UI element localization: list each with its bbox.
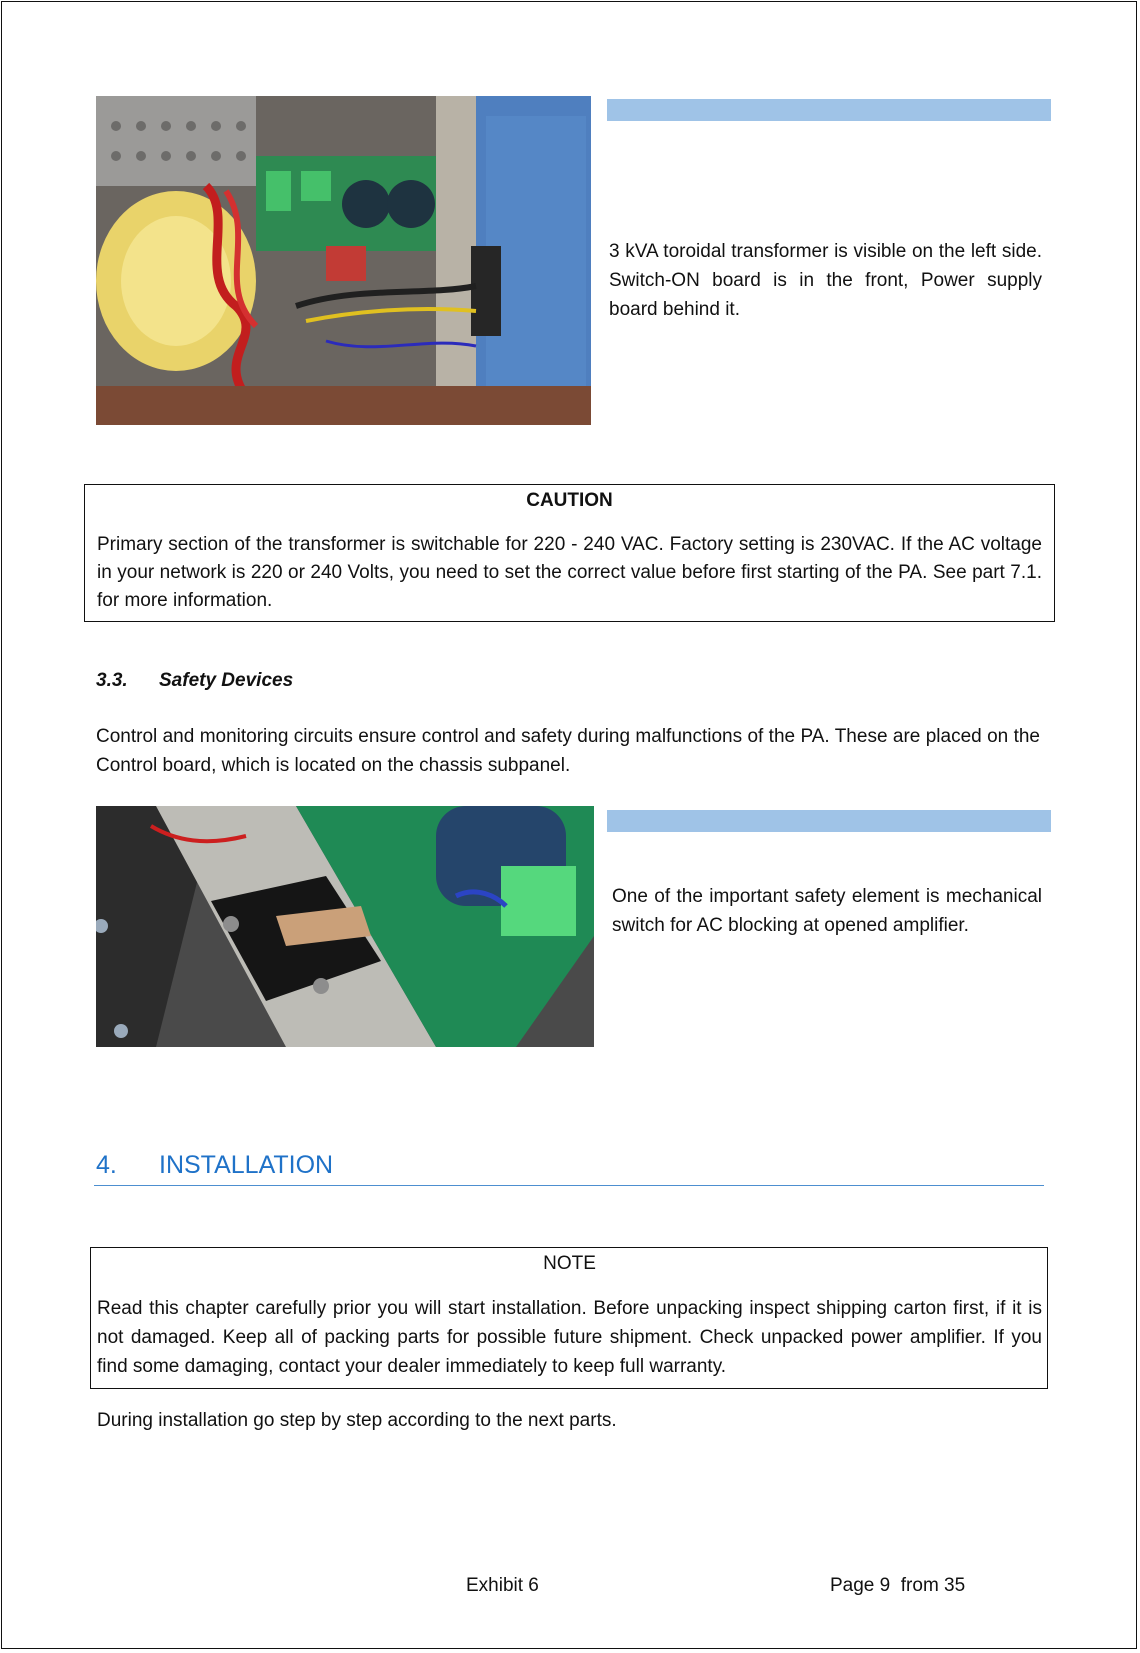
section-3-3-title: Safety Devices — [159, 670, 294, 691]
section-4-heading — [96, 1151, 334, 1180]
section-4-rule — [94, 1185, 1044, 1186]
note-box — [90, 1247, 1048, 1389]
section-4-title: INSTALLATION — [159, 1151, 334, 1179]
figure2-caption: One of the important safety element is mechanical switch for AC blocking at opened amplifier. — [612, 886, 1042, 936]
safety-switch-photo — [96, 806, 594, 1047]
closing-text: During installation go step by step according to the next parts. — [97, 1410, 617, 1431]
caution-body: Primary section of the transformer is switchable for 220 - 240 VAC. Factory setting is 230VAC. If the AC voltage in your network is 220 or 240 Volts, you need to set the correct value before first starting of the PA. See part 7.1. for more information. — [97, 534, 1042, 611]
note-body: Read this chapter carefully prior you will start installation. Before unpacking inspect shipping carton first, if it is not damaged. Keep all of packing parts for possible future shipment. Check unpacked power amplifier. If you find some damaging, contact your dealer immediately to keep full warranty. — [97, 1298, 1042, 1377]
section-3-3-body: Control and monitoring circuits ensure control and safety during malfunctions of the PA. These are placed on the Control board, which is located on the chassis subpanel. — [96, 726, 1040, 776]
section-3-3-number: 3.3. — [96, 670, 128, 691]
section-4-number: 4. — [96, 1151, 117, 1179]
figure1-caption: 3 kVA toroidal transformer is visible on the left side. Switch-ON board is in the front, Power supply board behind it. — [609, 241, 1042, 320]
note-title: NOTE — [543, 1253, 596, 1274]
caution-box — [84, 484, 1055, 622]
footer-page-number: Page 9 from 35 — [830, 1575, 966, 1596]
footer-exhibit: Exhibit 6 — [466, 1575, 539, 1596]
caution-title: CAUTION — [526, 490, 613, 511]
section-3-3-heading — [96, 670, 294, 692]
figure1-caption-band — [607, 99, 1051, 121]
figure2-caption-band — [607, 810, 1051, 832]
transformer-photo — [96, 96, 591, 425]
